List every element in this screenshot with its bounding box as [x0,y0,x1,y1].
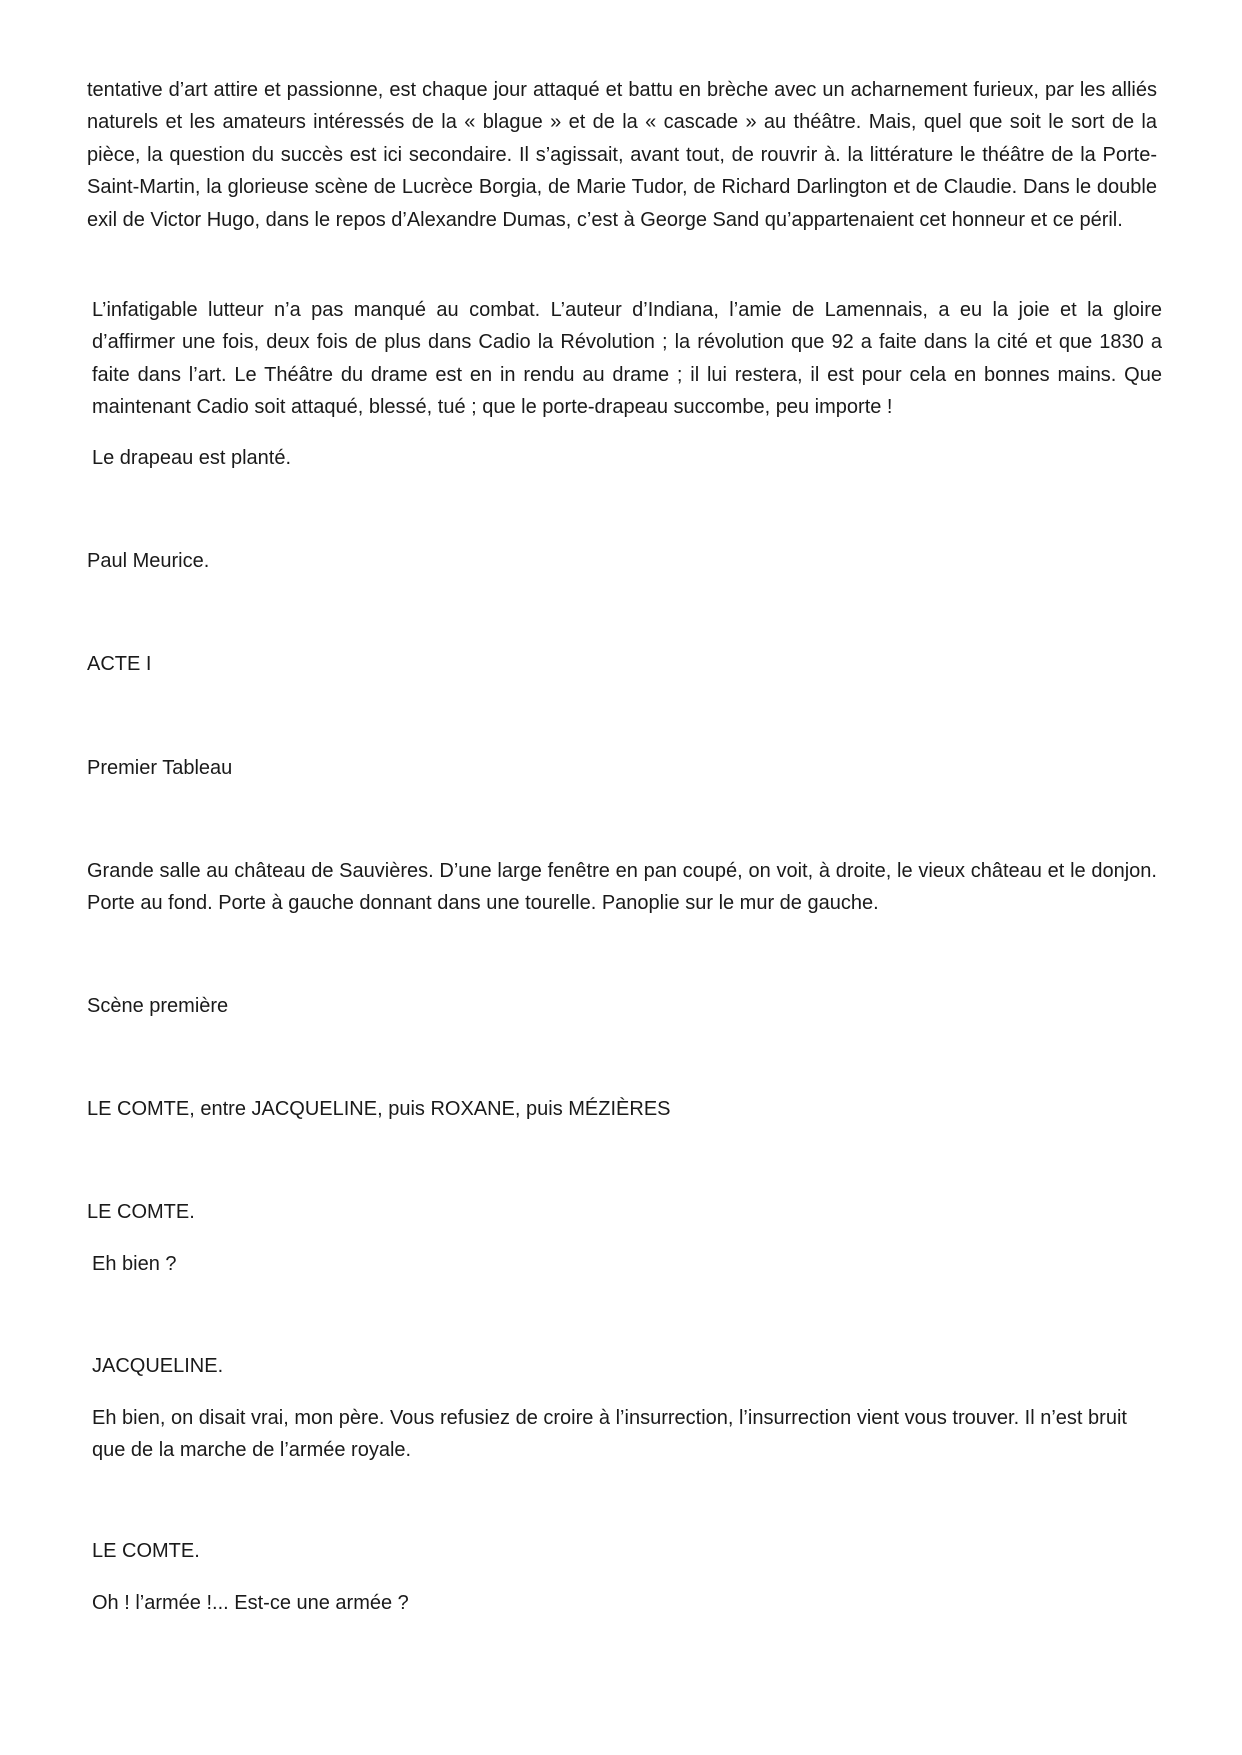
paragraph-1: tentative d’art attire et passionne, est chaque jour attaqué et battu en brèche avec un acharnement furieux, par les alliés naturels et les amateurs intéressés de la « blague » et de la « cascade » au théâtre. Mais, quel que soit le sort de la pièce, la question du succès est ici secondaire. Il s’agissait, avant tout, de rouvrir à. la littérature le théâtre de la Porte-Saint-Martin, la glorieuse scène de Lucrèce Borgia, de Marie Tudor, de Richard Darlington et de Claudie. Dans le double exil de Victor Hugo, dans le repos d’Alexandre Dumas, c’est à George Sand qu’appartenaient cet honneur et ce péril. [87,79,1157,231]
dialogue-line: Oh ! l’armée !... Est-ce une armée ? [92,1592,409,1614]
tableau-heading: Premier Tableau [87,757,233,779]
dialogue-line: Eh bien, on disait vrai, mon père. Vous refusiez de croire à l’insurrection, l’insurrection vient vous trouver. Il n’est bruit que de la marche de l’armée royale. [92,1407,1127,1462]
speaker-name: LE COMTE. [87,1201,195,1223]
stage-direction: Grande salle au château de Sauvières. D’une large fenêtre en pan coupé, on voit, à droite, le vieux château et le donjon. Porte au fond. Porte à gauche donnant dans une tourelle. Panoplie sur le mur de gauche. [87,860,1157,915]
paragraph-2: L’infatigable lutteur n’a pas manqué au combat. L’auteur d’Indiana, l’amie de Lamennais, a eu la joie et la gloire d’affirmer une fois, deux fois de plus dans Cadio la Révolution ; la révolution que 92 a faite dans la cité et que 1830 a faite dans l’art. Le Théâtre du drame est en in rendu au drame ; il lui restera, il est pour cela en bonnes mains. Que maintenant Cadio soit attaqué, blessé, tué ; que le porte-drapeau succombe, peu importe ! [92,299,1162,419]
act-heading: ACTE I [87,653,152,675]
character-list: LE COMTE, entre JACQUELINE, puis ROXANE, puis MÉZIÈRES [87,1098,671,1120]
speaker-name: JACQUELINE. [92,1355,224,1377]
dialogue-line: Eh bien ? [92,1253,177,1275]
signature: Paul Meurice. [87,550,210,572]
paragraph-3: Le drapeau est planté. [92,447,292,469]
scene-heading: Scène première [87,995,229,1017]
speaker-name: LE COMTE. [92,1540,200,1562]
